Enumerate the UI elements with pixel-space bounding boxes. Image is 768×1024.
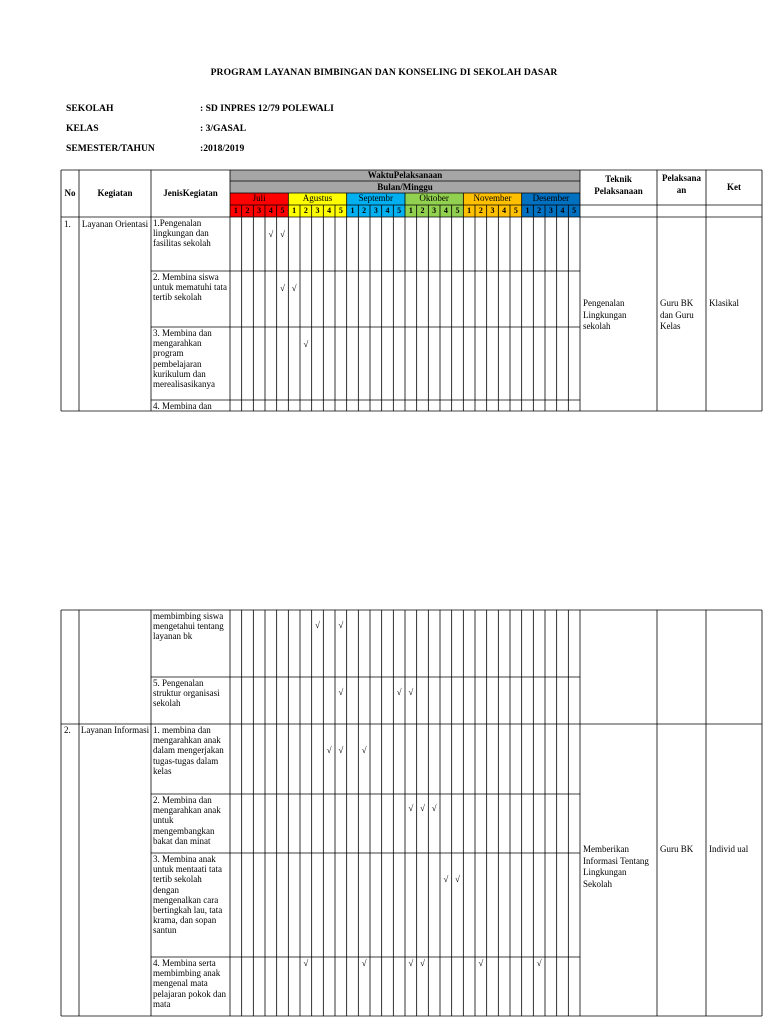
check-mark: √ xyxy=(338,745,344,755)
ket-value: Klasikal xyxy=(709,298,739,308)
meta-value: : 3/GASAL xyxy=(200,123,247,134)
header-waktu: WaktuPelaksanaan xyxy=(367,170,443,180)
header-jenis-kegiatan: JenisKegiatan xyxy=(163,188,218,198)
header-ket: Ket xyxy=(727,182,741,192)
week-number: 1 xyxy=(292,206,297,215)
header-kegiatan: Kegiatan xyxy=(97,188,133,198)
check-mark: √ xyxy=(443,874,449,884)
meta-value: :2018/2019 xyxy=(200,143,245,154)
week-number: 3 xyxy=(490,206,495,215)
check-mark: √ xyxy=(326,745,332,755)
week-number: 4 xyxy=(443,206,448,215)
check-mark: √ xyxy=(268,229,274,239)
week-number: 5 xyxy=(280,206,285,215)
week-number: 5 xyxy=(513,206,518,215)
month-label-juli: Juli xyxy=(252,193,266,203)
jenis-kegiatan: 3. Membina anak untuk mentaati tata tertib sekolah dengan mengenalkan cara bertingkah lau, tata krama, dan sopan santun xyxy=(153,854,223,936)
check-mark: √ xyxy=(455,874,460,884)
jenis-kegiatan: 2. Membina siswa untuk mematuhi tata tertib sekolah xyxy=(153,272,227,303)
header-teknik: Teknik Pelaksanaan xyxy=(594,174,643,196)
check-mark: √ xyxy=(338,687,344,697)
week-number: 5 xyxy=(455,206,460,215)
week-number: 2 xyxy=(303,206,308,215)
row-number: 1. xyxy=(64,219,71,229)
check-mark: √ xyxy=(408,958,414,968)
week-number: 1 xyxy=(467,206,472,215)
week-number: 3 xyxy=(315,206,320,215)
jenis-kegiatan: 2. Membina dan mengarahkan anak untuk mengembangkan bakat dan minat xyxy=(153,795,221,846)
week-number: 4 xyxy=(502,206,507,215)
meta-label: SEMESTER/TAHUN xyxy=(66,143,155,154)
row-number: 2. xyxy=(64,725,71,735)
header-pelaksana: Pelaksana an xyxy=(661,173,701,195)
pelaksana-value: Guru BK xyxy=(660,844,694,854)
check-mark: √ xyxy=(396,687,402,697)
jenis-kegiatan: 3. Membina dan mengarahkan program pembelajaran kurikulum dan merealisasikanya xyxy=(153,328,215,390)
meta-label: KELAS xyxy=(66,123,99,134)
check-mark: √ xyxy=(361,745,367,755)
teknik-value: Memberikan Informasi Tentang Lingkungan Sekolah xyxy=(583,844,649,889)
week-number: 2 xyxy=(537,206,542,215)
week-number: 2 xyxy=(478,206,483,215)
week-number: 1 xyxy=(408,206,413,215)
month-label-septembr: Septembr xyxy=(358,193,394,203)
check-mark: √ xyxy=(303,339,309,349)
week-number: 2 xyxy=(420,206,425,215)
jenis-kegiatan: membimbing siswa mengetahui tentang layanan bk xyxy=(153,611,224,642)
kegiatan-name: Layanan Orientasi xyxy=(81,219,149,229)
week-number: 2 xyxy=(362,206,367,215)
month-label-desember: Desember xyxy=(532,193,570,203)
jenis-kegiatan: 4. Membina serta membimbing anak mengenal mata pelajaran pokok dan mata xyxy=(153,958,226,1009)
header-bulan-minggu: Bulan/Minggu xyxy=(377,182,433,192)
week-number: 5 xyxy=(338,206,343,215)
check-mark: √ xyxy=(338,620,344,630)
check-mark: √ xyxy=(536,958,542,968)
month-label-november: November xyxy=(473,193,512,203)
teknik-value: Pengenalan Lingkungan sekolah xyxy=(583,298,627,331)
meta-label: SEKOLAH xyxy=(66,103,114,114)
check-mark: √ xyxy=(420,958,425,968)
check-mark: √ xyxy=(408,803,414,813)
week-number: 3 xyxy=(373,206,378,215)
week-number: 1 xyxy=(525,206,530,215)
jenis-kegiatan: 5. Pengenalan struktur organisasi sekolah xyxy=(153,678,220,709)
kegiatan-name: Layanan Informasi xyxy=(80,725,150,735)
jenis-kegiatan: 1.Pengenalan lingkungan dan fasilitas sekolah xyxy=(153,218,211,249)
week-number: 3 xyxy=(432,206,437,215)
check-mark: √ xyxy=(431,803,437,813)
month-label-oktober: Oktober xyxy=(419,193,449,203)
check-mark: √ xyxy=(408,687,414,697)
header-no: No xyxy=(64,188,76,198)
check-mark: √ xyxy=(280,229,285,239)
month-label-agustus: Agustus xyxy=(302,193,333,203)
ket-value: Individ ual xyxy=(709,844,749,854)
week-number: 3 xyxy=(548,206,553,215)
meta-value: : SD INPRES 12/79 POLEWALI xyxy=(200,103,334,114)
week-number: 5 xyxy=(397,206,402,215)
week-number: 4 xyxy=(268,206,273,215)
week-number: 5 xyxy=(572,206,577,215)
check-mark: √ xyxy=(303,958,309,968)
check-mark: √ xyxy=(291,283,297,293)
week-number: 4 xyxy=(560,206,565,215)
jenis-kegiatan: 1. membina dan mengarahkan anak dalam mengerjakan tugas-tugas dalam kelas xyxy=(153,725,224,776)
pelaksana-value: Guru BK dan Guru Kelas xyxy=(660,298,694,331)
document-title: PROGRAM LAYANAN BIMBINGAN DAN KONSELING DI SEKOLAH DASAR xyxy=(210,67,558,78)
week-number: 2 xyxy=(245,206,250,215)
week-number: 4 xyxy=(385,206,390,215)
jenis-kegiatan: 4. Membina dan xyxy=(153,401,212,410)
week-number: 3 xyxy=(257,206,262,215)
week-number: 4 xyxy=(327,206,332,215)
check-mark: √ xyxy=(478,958,484,968)
check-mark: √ xyxy=(315,620,320,630)
week-number: 1 xyxy=(233,206,238,215)
check-mark: √ xyxy=(420,803,425,813)
week-number: 1 xyxy=(350,206,355,215)
check-mark: √ xyxy=(361,958,367,968)
check-mark: √ xyxy=(280,283,285,293)
